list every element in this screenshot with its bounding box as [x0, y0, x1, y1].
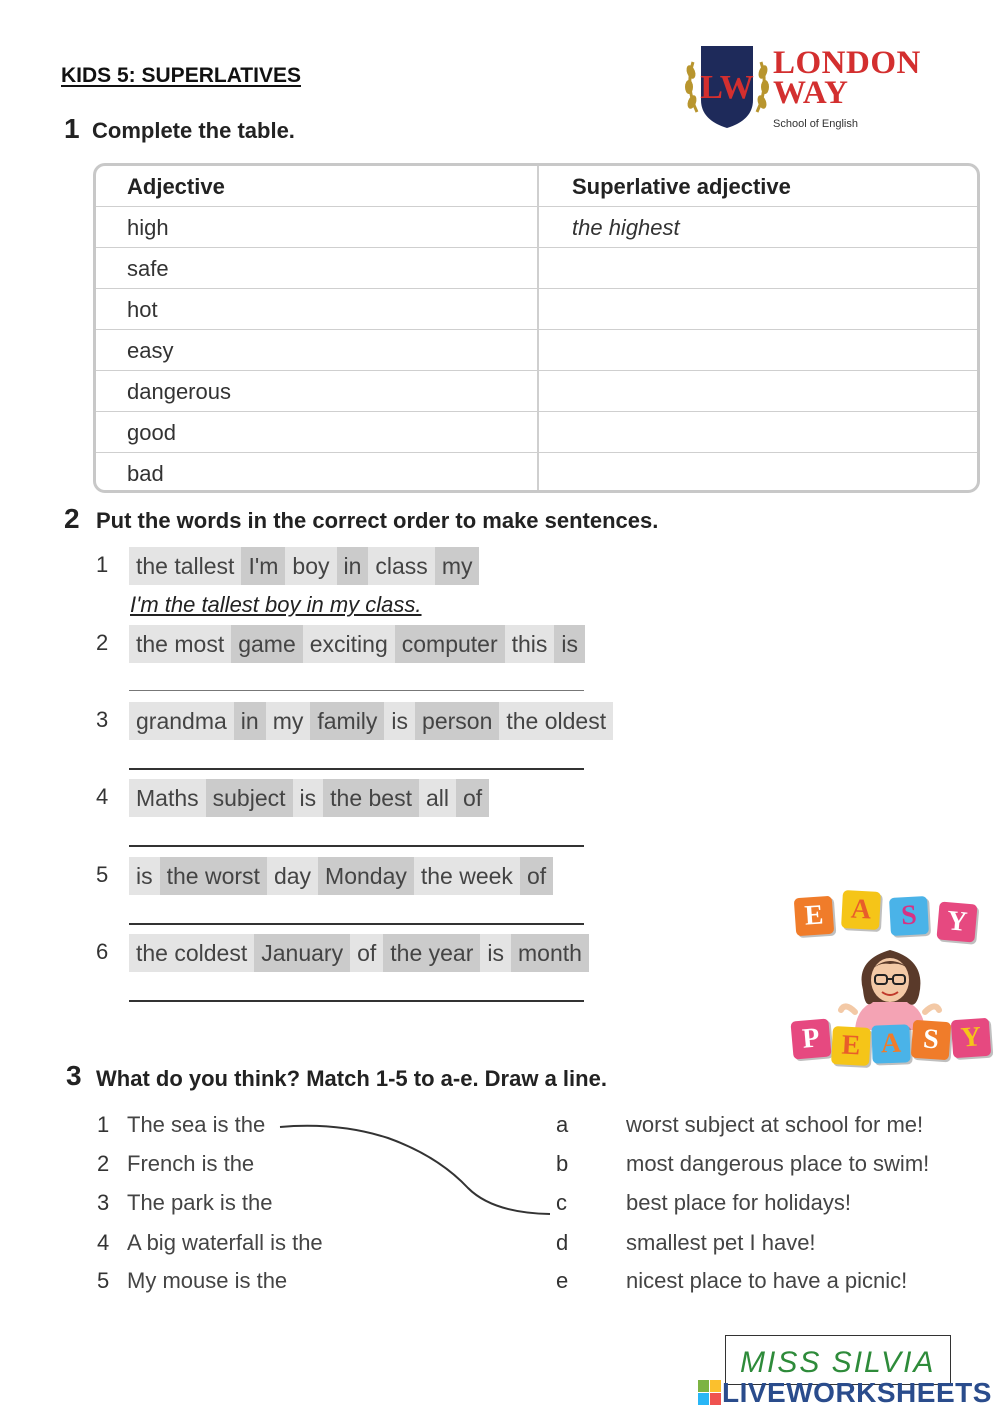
scrambled-words — [129, 779, 489, 817]
section-3-number: 3 — [66, 1060, 82, 1091]
word-chip: person — [415, 702, 499, 740]
adjective-cell: dangerous — [127, 379, 231, 404]
liveworksheets-watermark — [698, 1376, 992, 1410]
answer-line[interactable] — [129, 923, 584, 925]
letter-block: E — [794, 896, 835, 937]
match-right-letter: a — [556, 1112, 569, 1137]
match-left-text[interactable]: The sea is the — [127, 1112, 266, 1137]
match-left-number: 2 — [97, 1151, 110, 1176]
table-row — [96, 412, 977, 453]
example-answer: I'm the tallest boy in my class. — [130, 592, 422, 617]
table-header-superlative: Superlative adjective — [572, 174, 791, 199]
match-left-text[interactable]: My mouse is the — [127, 1268, 288, 1293]
letter-block: A — [841, 890, 881, 930]
letter-block: P — [790, 1018, 831, 1059]
match-right-text[interactable]: best place for holidays! — [626, 1190, 852, 1215]
superlative-cell[interactable]: the highest — [572, 215, 680, 240]
liveworksheets-logo-icon — [698, 1380, 722, 1406]
table-row — [96, 371, 977, 412]
match-left-number: 5 — [97, 1268, 110, 1293]
match-left-text[interactable]: French is the — [127, 1151, 255, 1176]
word-chip: family — [310, 702, 384, 740]
word-chip: is — [293, 779, 324, 817]
table-row — [96, 248, 977, 289]
word-chip: the most — [129, 625, 231, 663]
word-chip: all — [419, 779, 456, 817]
match-right-letter: d — [556, 1230, 569, 1255]
letter-block: Y — [951, 1018, 992, 1059]
table-row — [96, 289, 977, 330]
adjective-table — [93, 163, 980, 493]
answer-line[interactable] — [129, 1000, 584, 1002]
word-chip: the worst — [160, 857, 267, 895]
adjective-cell: good — [127, 420, 176, 445]
word-chip: of — [456, 779, 489, 817]
logo-name: LONDON WAY — [773, 45, 921, 111]
exercise-number: 4 — [96, 784, 109, 809]
letter-block: Y — [936, 901, 977, 942]
section-1-number: 1 — [64, 113, 80, 144]
match-left-text[interactable]: The park is the — [127, 1190, 273, 1215]
word-chip: is — [384, 702, 415, 740]
word-chip: computer — [395, 625, 505, 663]
match-left-text[interactable]: A big waterfall is the — [127, 1230, 323, 1255]
author-name: MISS SILVIA — [740, 1346, 936, 1379]
adjective-cell: bad — [127, 461, 164, 486]
liveworksheets-brand: LIVEWORKSHEETS — [722, 1377, 992, 1408]
scrambled-words — [129, 547, 479, 585]
word-chip: my — [266, 702, 311, 740]
letter-block: A — [871, 1024, 910, 1063]
word-chip: January — [254, 934, 350, 972]
word-chip: is — [129, 857, 160, 895]
teacher-avatar — [835, 940, 945, 1030]
table-header-adjective: Adjective — [127, 174, 225, 199]
section-1-instruction: Complete the table. — [92, 118, 295, 143]
adjective-cell: high — [127, 215, 169, 240]
match-right-letter: b — [556, 1151, 569, 1176]
match-left-number: 3 — [97, 1190, 110, 1215]
answer-line[interactable] — [129, 845, 584, 847]
table-row — [96, 453, 977, 493]
scrambled-words — [129, 934, 589, 972]
logo-subtitle: School of English — [773, 118, 858, 130]
section-2-instruction: Put the words in the correct order to make sentences. — [96, 508, 659, 533]
logo-initials: LW — [700, 69, 754, 106]
word-chip: class — [368, 547, 434, 585]
exercise-number: 1 — [96, 552, 109, 577]
exercise-number: 6 — [96, 939, 109, 964]
match-right-text[interactable]: worst subject at school for me! — [626, 1112, 924, 1137]
word-chip: is — [480, 934, 511, 972]
match-right-text[interactable]: most dangerous place to swim! — [626, 1151, 930, 1176]
word-chip: of — [350, 934, 383, 972]
table-row — [96, 330, 977, 371]
word-chip: the coldest — [129, 934, 254, 972]
match-right-text[interactable]: smallest pet I have! — [626, 1230, 816, 1255]
word-chip: the best — [323, 779, 419, 817]
word-chip: the year — [383, 934, 480, 972]
word-chip: exciting — [303, 625, 395, 663]
word-chip: this — [505, 625, 555, 663]
match-right-text[interactable]: nicest place to have a picnic! — [626, 1268, 908, 1293]
adjective-cell: easy — [127, 338, 174, 363]
word-chip: game — [231, 625, 303, 663]
example-match-line — [278, 1118, 556, 1218]
letter-block: S — [889, 896, 929, 936]
word-chip: is — [554, 625, 585, 663]
page-title: KIDS 5: SUPERLATIVES — [61, 64, 301, 87]
word-chip: of — [520, 857, 553, 895]
school-logo — [665, 40, 935, 132]
word-chip: Monday — [318, 857, 414, 895]
word-chip: the tallest — [129, 547, 241, 585]
word-chip: Maths — [129, 779, 206, 817]
scrambled-words — [129, 857, 553, 895]
word-chip: my — [435, 547, 480, 585]
word-chip: in — [234, 702, 266, 740]
section-2-number: 2 — [64, 503, 80, 534]
adjective-cell: hot — [127, 297, 158, 322]
match-left-number: 1 — [97, 1112, 110, 1137]
answer-line[interactable] — [129, 690, 584, 691]
table-row — [96, 207, 977, 248]
word-chip: the week — [414, 857, 520, 895]
shield-icon — [683, 42, 771, 130]
scrambled-words — [129, 702, 613, 740]
word-chip: grandma — [129, 702, 234, 740]
exercise-number: 2 — [96, 630, 109, 655]
exercise-number: 3 — [96, 707, 109, 732]
word-chip: day — [267, 857, 318, 895]
answer-line[interactable] — [129, 768, 584, 770]
table-header-row — [96, 166, 977, 207]
word-chip: subject — [206, 779, 293, 817]
match-right-letter: e — [556, 1268, 569, 1293]
section-3-instruction: What do you think? Match 1-5 to a-e. Draw a line. — [96, 1066, 607, 1091]
match-right-letter: c — [556, 1190, 567, 1215]
letter-block: E — [831, 1026, 871, 1066]
scrambled-words — [129, 625, 585, 663]
exercise-number: 5 — [96, 862, 109, 887]
match-left-number: 4 — [97, 1230, 110, 1255]
word-chip: month — [511, 934, 589, 972]
word-chip: I'm — [241, 547, 285, 585]
word-chip: the oldest — [499, 702, 613, 740]
adjective-cell: safe — [127, 256, 169, 281]
word-chip: in — [337, 547, 369, 585]
easy-peasy-illustration — [790, 885, 995, 1070]
letter-block: S — [911, 1020, 952, 1061]
word-chip: boy — [285, 547, 336, 585]
